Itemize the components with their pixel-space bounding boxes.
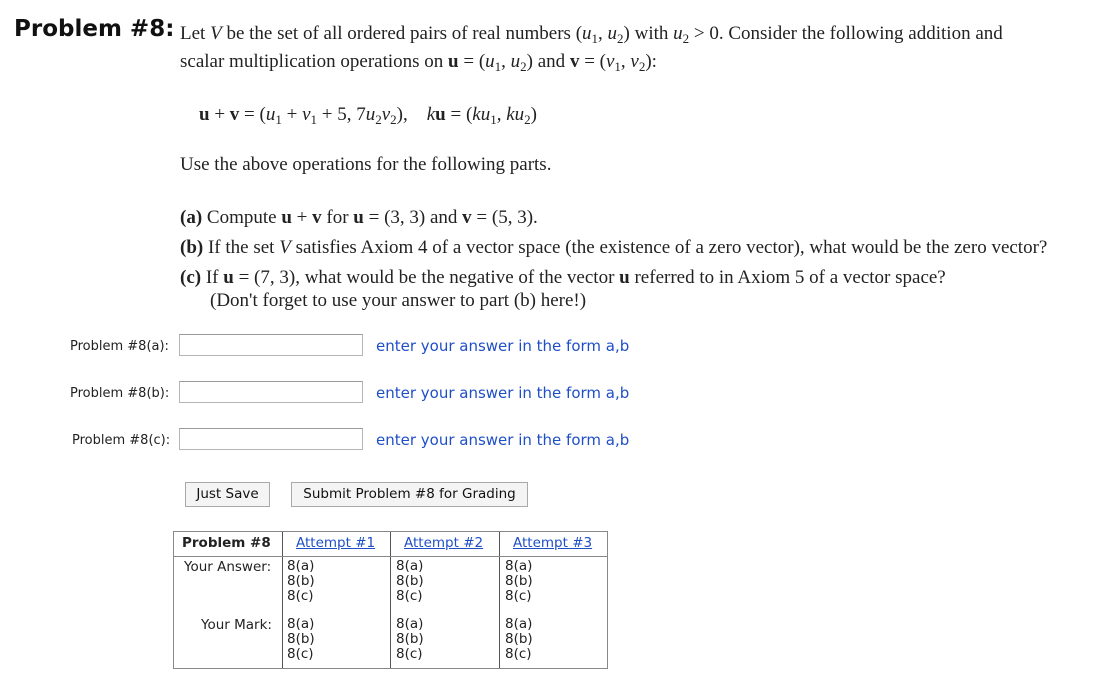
answer-input-c[interactable]	[179, 428, 363, 450]
part-c-text: (c) If u = (7, 3), what would be the negative of the vector u referred to in Axiom 5 of a vector space?	[180, 267, 946, 288]
attempt-1-answers: 8(a) 8(b) 8(c)	[287, 558, 315, 604]
answer-hint-c: enter your answer in the form a,b	[376, 431, 630, 449]
instruction-text: Use the above operations for the following parts.	[180, 154, 552, 175]
answer-label-a: Problem #8(a):	[70, 339, 169, 354]
results-table	[173, 531, 608, 669]
results-header: Problem #8	[182, 535, 271, 551]
answer-label-b: Problem #8(b):	[70, 386, 170, 401]
attempt-1-link[interactable]: Attempt #1	[296, 535, 376, 551]
attempt-3-answers: 8(a) 8(b) 8(c)	[505, 558, 533, 604]
answer-hint-b: enter your answer in the form a,b	[376, 384, 630, 402]
problem-title: Problem #8:	[14, 16, 175, 42]
your-mark-label: Your Mark:	[201, 617, 272, 633]
answer-label-c: Problem #8(c):	[72, 433, 171, 448]
attempt-2-marks: 8(a) 8(b) 8(c)	[396, 616, 424, 662]
attempt-2-answers: 8(a) 8(b) 8(c)	[396, 558, 424, 604]
submit-grading-button[interactable]: Submit Problem #8 for Grading	[291, 482, 528, 507]
part-b-text: (b) If the set V satisfies Axiom 4 of a vector space (the existence of a zero vector), what would be the zero vector?	[180, 237, 1048, 258]
answer-input-b[interactable]	[179, 381, 363, 403]
part-a-text: (a) Compute u + v for u = (3, 3) and v = (5, 3).	[180, 207, 538, 228]
answer-input-a[interactable]	[179, 334, 363, 356]
attempt-3-marks: 8(a) 8(b) 8(c)	[505, 616, 533, 662]
just-save-button[interactable]: Just Save	[185, 482, 270, 507]
attempt-3-link[interactable]: Attempt #3	[513, 535, 593, 551]
problem-statement-line1: Let V be the set of all ordered pairs of real numbers ($u_1$, $u_2$) with $u_2 > 0$. Consider the following addition and	[180, 23, 1003, 46]
your-answer-label: Your Answer:	[184, 559, 272, 575]
answer-hint-a: enter your answer in the form a,b	[376, 337, 630, 355]
problem-statement-line2: scalar multiplication operations on $u = (u_1$, $u_2$) and $v = (v_1$, $v_2$):	[180, 51, 657, 74]
attempt-1-marks: 8(a) 8(b) 8(c)	[287, 616, 315, 662]
operations-definition: $u + v = (u_1 + v_1 + 5$, $7u_2v_2$), ku = ($ku_1$, $ku_2$)	[199, 104, 537, 127]
part-c-note: (Don't forget to use your answer to part (b) here!)	[210, 290, 587, 311]
attempt-2-link[interactable]: Attempt #2	[404, 535, 484, 551]
